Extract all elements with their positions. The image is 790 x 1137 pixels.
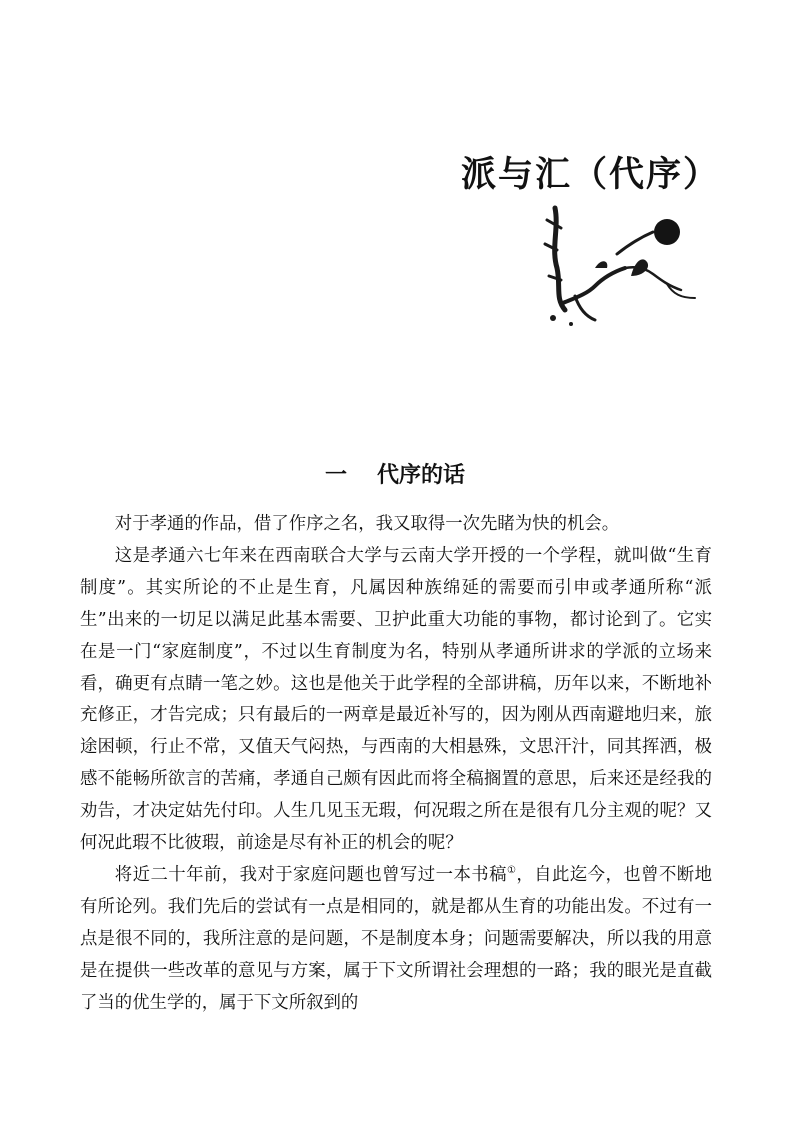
section-heading <box>0 460 790 492</box>
footnote-marker[interactable]: ① <box>506 865 517 877</box>
paragraph-2 <box>80 541 712 860</box>
paragraph-3 <box>80 860 712 1020</box>
paragraph-3-text: 将近二十年前，我对于家庭问题也曾写过一本书稿 <box>114 864 507 885</box>
paragraph-1 <box>80 509 712 541</box>
paragraph-2-text: 这是孝通六七年来在西南联合大学与云南大学开授的一个学程，就叫做“生育制度”。其实所论的不止是生育，凡属因种族绵延的需要而引申或孝通所称“派生”出来的一切足以满足此基本需要、卫护此重大功能的事物，都讨论到了。它实在是一门“家庭制度”，不过以生育制度为名，特别从孝通所讲求的学派的立场来看，确更有点睛一笔之妙。这也是他关于此学程的全部讲稿，历年以来，不断地补充修正，才告完成；只有最后的一两章是最近补写的，因为刚从西南避地归来，旅途困顿，行止不常，又值天气闷热，与西南的大相悬殊，文思汗汁，同其挥洒，极感不能畅所欲言的苦痛，孝通自己颇有因此而将全稿搁置的意思，后来还是经我的劝告，才决定姑先付印。人生几见玉无瑕，何况瑕之所在是很有几分主观的呢？又何况此瑕不比彼瑕，前途是尽有补正的机会的呢？ <box>80 545 712 854</box>
section-number: 一 <box>324 463 347 488</box>
brush-ornament-illustration <box>535 198 715 338</box>
section-title: 代序的话 <box>377 463 466 488</box>
body-text <box>80 509 712 1020</box>
paragraph-1-text: 对于孝通的作品，借了作序之名，我又取得一次先睹为快的机会。 <box>114 514 620 534</box>
paragraph-3-text-continued: ，自此迄今，也曾不断地有所论列。我们先后的尝试有一点是相同的，就是都从生育的功能出发。不过有一点是很不同的，我所注意的是问题，不是制度本身；问题需要解决，所以我的用意是在提供一些改革的意见与方案，属于下文所谓社会理想的一路；我的眼光是直截了当的优生学的，属于下文所叙到的 <box>80 864 712 1013</box>
chapter-title: 派与汇（代序） <box>460 155 720 195</box>
